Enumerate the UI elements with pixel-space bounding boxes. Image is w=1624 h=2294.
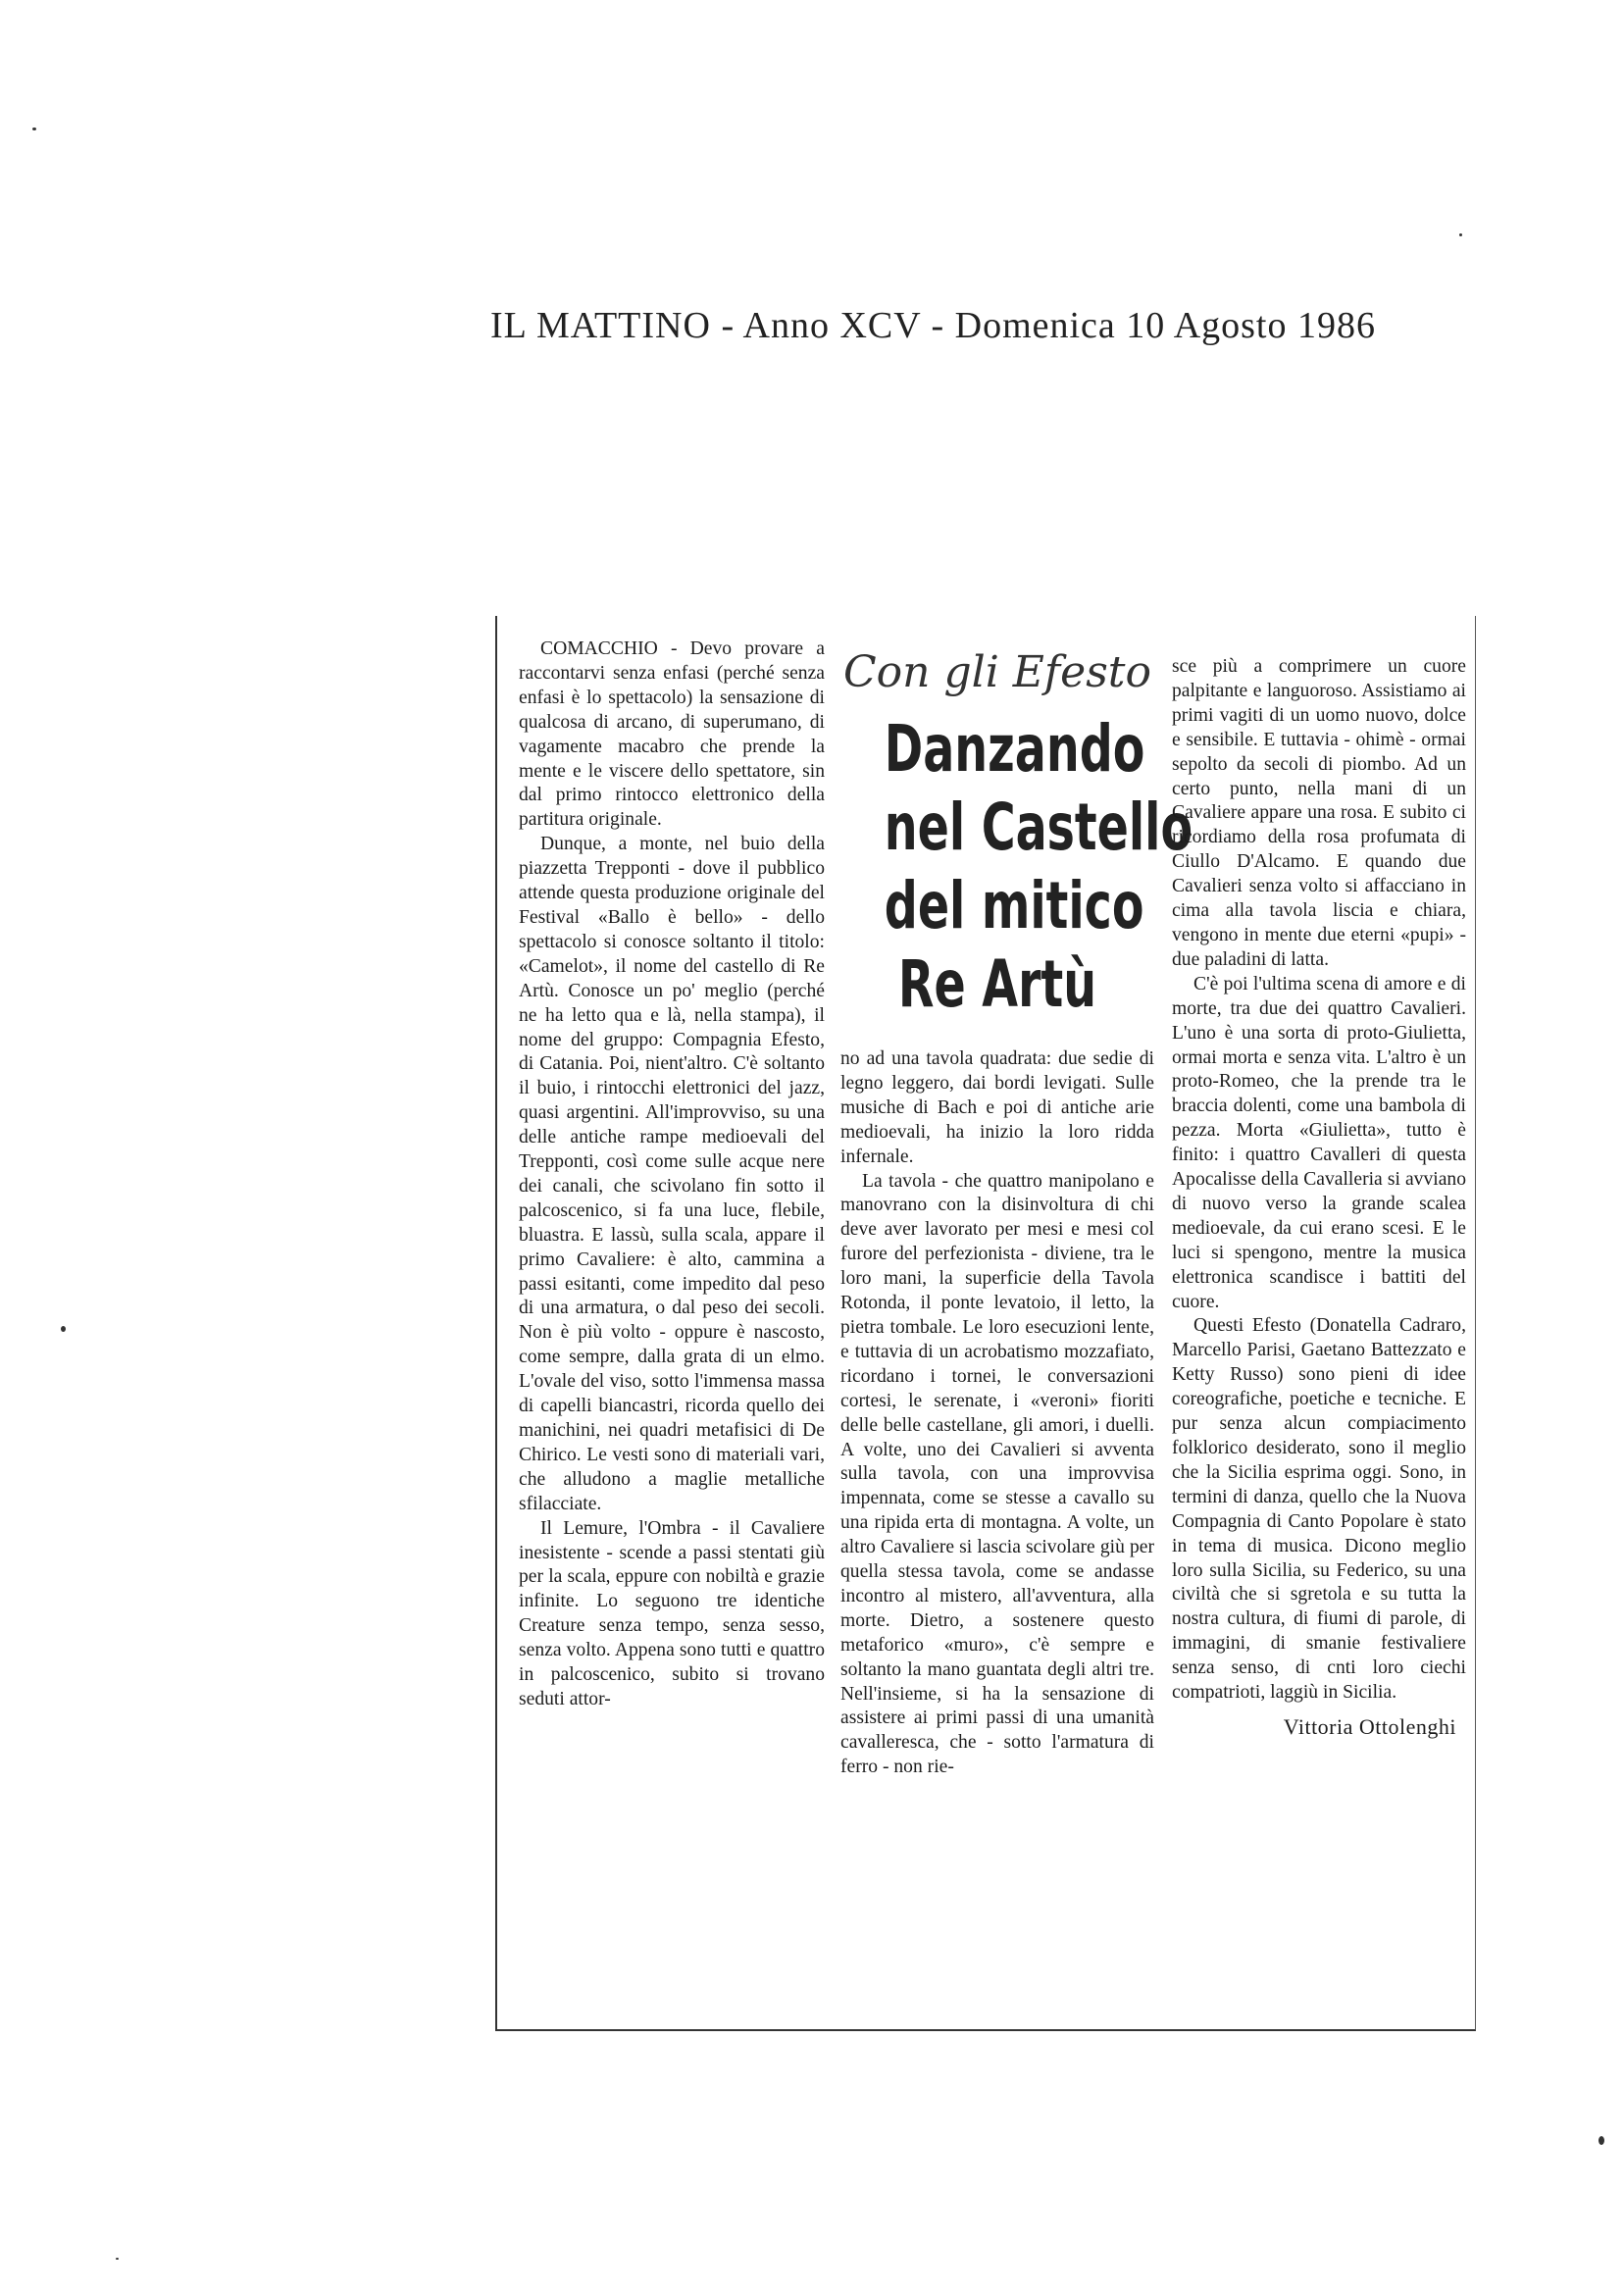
paragraph: Questi Efesto (Donatella Cadraro, Marcello Parisi, Gaetano Battezzato e Ketty Russo) sono pieni di idee coreografiche, poetiche e tecniche. E pur senza alcun compiacimento folklorico desiderato, sono il meglio che la Sicilia esprima oggi. Sono, in termini di danza, quello che la Nuova Compagnia di Canto Popolare è stato in tema di musica. Dicono meglio loro sulla Sicilia, su Federico, su una civiltà che si sgretola e su tutta la nostra cultura, di fiumi di parole, di immagini, di smanie festivaliere senza senso, di cnti loro ciechi compatrioti, laggiù in Sicilia. — [1172, 1315, 1466, 1704]
paragraph: COMACCHIO - Devo provare a raccontarvi senza enfasi (perché senza enfasi è lo spettacolo) la sensazione di qualcosa di arcano, di superumano, di vagamente macabro che prende la mente e le viscere dello spettatore, sin dal primo rintocco elettronico della partitura originale. — [519, 638, 825, 831]
scan-speck — [116, 2258, 119, 2260]
paragraph: La tavola - che quattro manipolano e manovrano con la disinvoltura di chi deve aver lavorato per mesi e mesi col furore del perfezionista - diviene, tra le loro mani, la superficie della Tavola Rotonda, il ponte levatoio, il letto, la pietra tombale. Le loro esecuzioni lente, e tuttavia di un acrobatismo mozzafiato, ricordano i tornei, le conversazioni cortesi, le serenate, i «veroni» fioriti delle belle castellane, gli amori, i duelli. A volte, uno dei Cavalieri si avventa sulla tavola, con una improvvisa impennata, come se stesse a cavallo su una ripida erta di montagna. A volte, un altro Cavaliere si lascia scivolare giù per quella stessa tavola, come se andasse incontro al mistero, all'avventura, alla morte. Dietro, a sostenere questo metaforico «muro», c'è sempre e soltanto la mano guantata degli altri tre. Nell'insieme, si ha la sensazione di assistere ai primi passi di una umanità cavalleresca, che - sotto l'armatura di ferro - non rie- — [840, 1170, 1154, 1778]
article-column-1 — [519, 637, 825, 1712]
newspaper-masthead: IL MATTINO - Anno XCV - Domenica 10 Agosto 1986 — [490, 305, 1376, 346]
paragraph: sce più a comprimere un cuore palpitante e languoroso. Assistiamo ai primi vagiti di un uomo nuovo, dolce e sensibile. E tuttavia - ohimè - ormai sepolto da secoli di piombo. Ad un certo punto, nella mani di un Cavaliere appare una rosa. E subito ci ricordiamo della rosa profumata di Ciullo D'Alcamo. E quando due Cavalieri senza volto si affacciano in cima alla tavola liscia e chiara, vengono in mente due eterni «pupi» - due paladini di latta. — [1172, 656, 1466, 970]
headline-kicker: Con gli Efesto — [843, 647, 1151, 697]
headline-line: Danzando — [884, 711, 1145, 787]
scan-speck — [1599, 2136, 1604, 2145]
paragraph: no ad una tavola quadrata: due sedie di legno leggero, dai bordi levigati. Sulle musiche di Bach e poi di antiche arie medioevali, ha inizio la loro ridda infernale. — [840, 1048, 1154, 1167]
paragraph: Dunque, a monte, nel buio della piazzetta Trepponti - dove il pubblico attende questa produzione originale del Festival «Ballo è bello» - dello spettacolo si conosce soltanto il titolo: «Camelot», il nome del castello di Re Artù. Conosce un po' meglio (perché ne ha letto qua e là, nella stampa), il nome del gruppo: Compagnia Efesto, di Catania. Poi, nient'altro. C'è soltanto il buio, i rintocchi elettronici del jazz, quasi argentini. All'improvviso, su una delle antiche rampe medioevali del Trepponti, così come sulle acque nere dei canali, che scivolano fin sotto il palcoscenico, si fa una luce, flebile, bluastra. E lassù, sulla scala, appare il primo Cavaliere: è alto, cammina a passi esitanti, come impedito dal peso di una armatura, o dal peso dei secoli. Non è più volto - oppure è nascosto, come sempre, dalla grata di un elmo. L'ovale del viso, sotto l'immensa massa di capelli biancastri, ricorda quello dei manichini, nei quadri metafisici di De Chirico. Le vesti sono di materiali vari, che alludono a maglie metalliche sfilacciate. — [519, 834, 825, 1514]
article-clipping — [495, 616, 1476, 2031]
article-column-3 — [1172, 655, 1466, 1740]
scan-speck — [32, 127, 36, 130]
author-signature: Vittoria Ottolenghi — [1283, 1713, 1456, 1739]
headline-title — [884, 710, 1193, 1024]
paragraph: Il Lemure, l'Ombra - il Cavaliere inesistente - scende a passi stentati giù per la scala, eppure con nobiltà e grazie infinite. Lo seguono tre identiche Creature senza tempo, senza sesso, senza volto. Appena sono tutti e quattro in palcoscenico, subito si trovano seduti attor- — [519, 1517, 825, 1709]
headline-line: Re Artù — [897, 946, 1097, 1022]
scan-speck — [1459, 233, 1462, 236]
headline-line: nel Castello — [884, 790, 1193, 865]
article-headline — [840, 645, 1193, 1024]
scan-speck — [61, 1326, 66, 1332]
paragraph: C'è poi l'ultima scena di amore e di morte, tra due dei quattro Cavalieri. L'uno è una sorta di proto-Giulietta, ormai morta e senza vita. L'altro è un proto-Romeo, che la prende tra le braccia dolenti, come una bambola di pezza. Morta «Giulietta», tutto è finito: i quattro Cavalleri di questa Apocalisse della Cavalleria si avviano di nuovo verso la grande scalea medioevale, da cui erano scesi. E le luci si spengono, mentre la musica elettronica scandisce i battiti del cuore. — [1172, 973, 1466, 1312]
headline-line: del mitico — [884, 868, 1144, 943]
